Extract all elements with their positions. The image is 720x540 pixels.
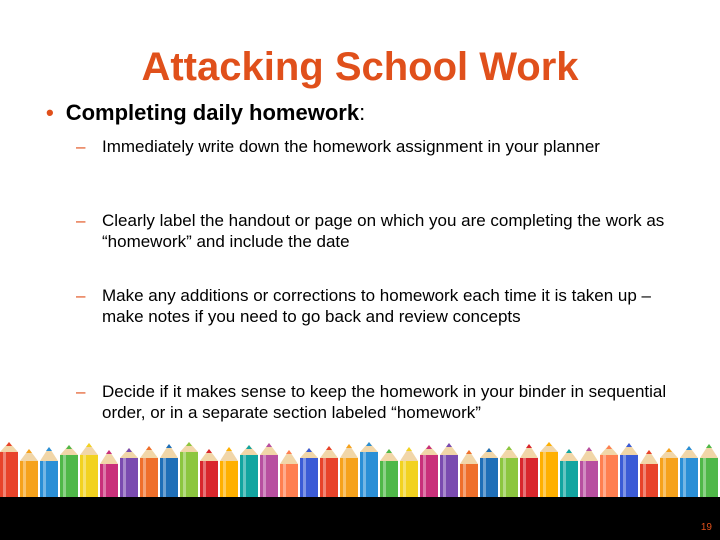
sub-bullet-text: Decide if it makes sense to keep the homework in your binder in sequential order, or in a separate section labeled “homework” — [102, 382, 667, 422]
sub-bullet-dash: – — [76, 137, 86, 156]
pencil — [600, 445, 618, 498]
pencil — [240, 445, 258, 498]
footer-bar — [0, 497, 720, 540]
pencil — [40, 447, 58, 498]
sub-bullet-3 — [76, 285, 676, 327]
pencil — [200, 449, 218, 498]
pencil — [220, 447, 238, 498]
main-bullet — [46, 98, 365, 128]
pencil — [80, 443, 98, 498]
sub-bullet-dash: – — [76, 211, 86, 230]
pencil — [700, 444, 718, 498]
sub-bullet-text: Make any additions or corrections to homework each time it is taken up – make notes if you need to go back and review concepts — [102, 286, 651, 326]
pencil — [500, 446, 518, 498]
pencil — [560, 449, 578, 498]
main-bullet-label: Completing daily homework — [65, 100, 360, 125]
page-number: 19 — [700, 522, 712, 533]
pencil — [620, 443, 638, 498]
pencil — [280, 450, 298, 498]
pencil — [520, 444, 538, 498]
pencil — [540, 442, 558, 498]
pencil — [0, 442, 18, 498]
pencil — [20, 449, 38, 498]
pencil — [320, 446, 338, 498]
bullet-dot: • — [46, 100, 54, 125]
pencil — [440, 443, 458, 498]
pencil — [140, 446, 158, 498]
colored-pencils-image — [0, 436, 720, 498]
pencil — [160, 444, 178, 498]
main-bullet-suffix: : — [359, 100, 366, 125]
pencil — [300, 448, 318, 498]
sub-bullet-dash: – — [76, 382, 86, 401]
pencil — [100, 450, 118, 498]
pencil — [420, 445, 438, 498]
pencil — [580, 447, 598, 498]
sub-bullet-dash: – — [76, 286, 86, 305]
pencil — [60, 445, 78, 498]
pencil — [340, 444, 358, 498]
sub-bullet-text: Immediately write down the homework assignment in your planner — [102, 137, 600, 156]
pencil — [640, 450, 658, 498]
slide-title: Attacking School Work — [141, 45, 579, 89]
pencil — [120, 448, 138, 498]
sub-bullet-1 — [76, 136, 676, 157]
pencil — [460, 450, 478, 498]
pencil — [400, 447, 418, 498]
pencil — [480, 448, 498, 498]
pencil — [360, 442, 378, 498]
sub-bullet-text: Clearly label the handout or page on which you are completing the work as “homework” and include the date — [102, 211, 665, 251]
pencil — [180, 442, 198, 498]
pencil — [260, 443, 278, 498]
pencil — [380, 449, 398, 498]
pencil — [660, 448, 678, 498]
sub-bullet-2 — [76, 210, 676, 252]
sub-bullet-4 — [76, 381, 676, 423]
pencil — [680, 446, 698, 498]
